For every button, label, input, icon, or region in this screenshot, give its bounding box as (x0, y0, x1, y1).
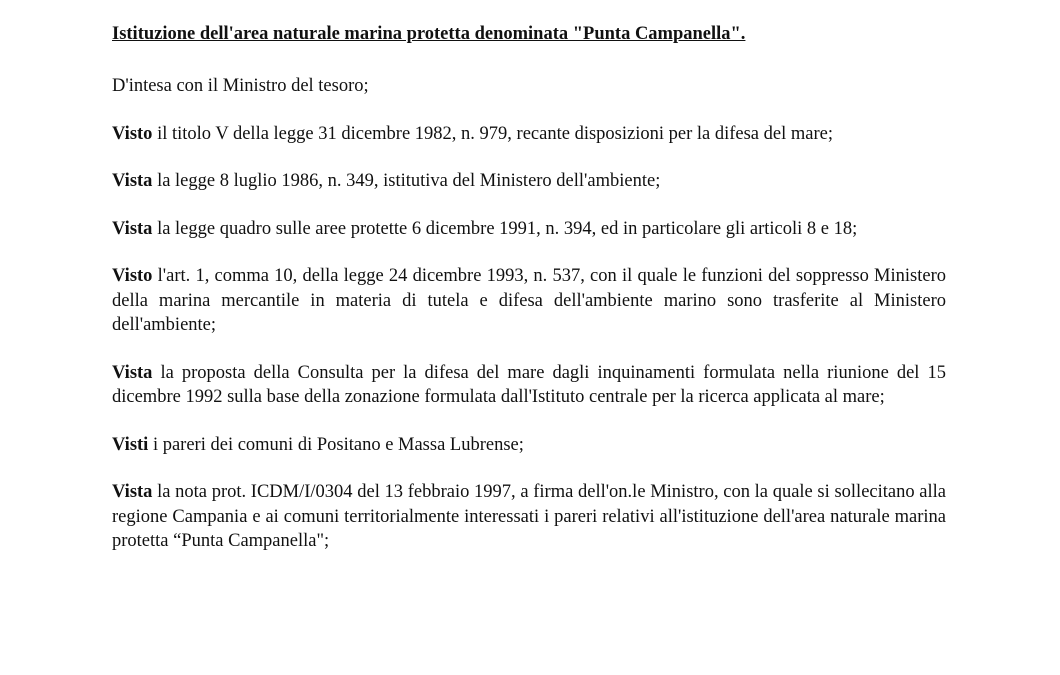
recital-paragraph (112, 264, 946, 338)
recital-lead: Visti (112, 434, 149, 455)
recital-lead: Vista (112, 218, 153, 239)
recital-lead: Visto (112, 266, 153, 286)
recital-text: la proposta della Consulta per la difesa del mare dagli inquinamenti formulata nella riunione del 15 dicembre 1992 sulla base della zonazione formulata dall'Istituto centrale per la ricerca applicata al mare; (112, 362, 946, 407)
recital-paragraph (112, 217, 946, 242)
recital-text: l'art. 1, comma 10, della legge 24 dicembre 1993, n. 537, con il quale le funzioni del soppresso Ministero della marina mercantile in materia di tutela e difesa dell'ambiente marino sono trasferite al Ministero dell'ambiente; (112, 266, 946, 335)
recital-text: la legge quadro sulle aree protette 6 dicembre 1991, n. 394, ed in particolare gli articoli 8 e 18; (152, 218, 858, 239)
recital-text: la nota prot. ICDM/I/0304 del 13 febbraio 1997, a firma dell'on.le Ministro, con la quale si sollecitano alla regione Campania e ai comuni territorialmente interessati i pareri relativi all'istituzione dell'area naturale marina protetta “Punta Campanella"; (112, 482, 946, 551)
recital-lead: Visto (112, 123, 153, 144)
recital-text: il titolo V della legge 31 dicembre 1982, n. 979, recante disposizioni per la difesa del mare; (152, 123, 833, 144)
intro-paragraph: D'intesa con il Ministro del tesoro; (112, 76, 369, 96)
recital-paragraph (112, 433, 946, 458)
recital-text: i pareri dei comuni di Positano e Massa Lubrense; (148, 434, 524, 455)
recital-paragraph (112, 122, 946, 147)
document-title: Istituzione dell'area naturale marina protetta denominata "Punta Campanella". (112, 24, 746, 44)
recital-lead: Vista (112, 482, 153, 502)
recital-paragraph (112, 169, 946, 194)
recital-lead: Vista (112, 362, 153, 383)
recital-text: la legge 8 luglio 1986, n. 349, istitutiva del Ministero dell'ambiente; (152, 171, 661, 191)
recital-paragraph (112, 361, 946, 410)
recital-paragraph (112, 480, 946, 554)
recital-lead: Vista (112, 171, 153, 191)
document-page (112, 22, 946, 577)
